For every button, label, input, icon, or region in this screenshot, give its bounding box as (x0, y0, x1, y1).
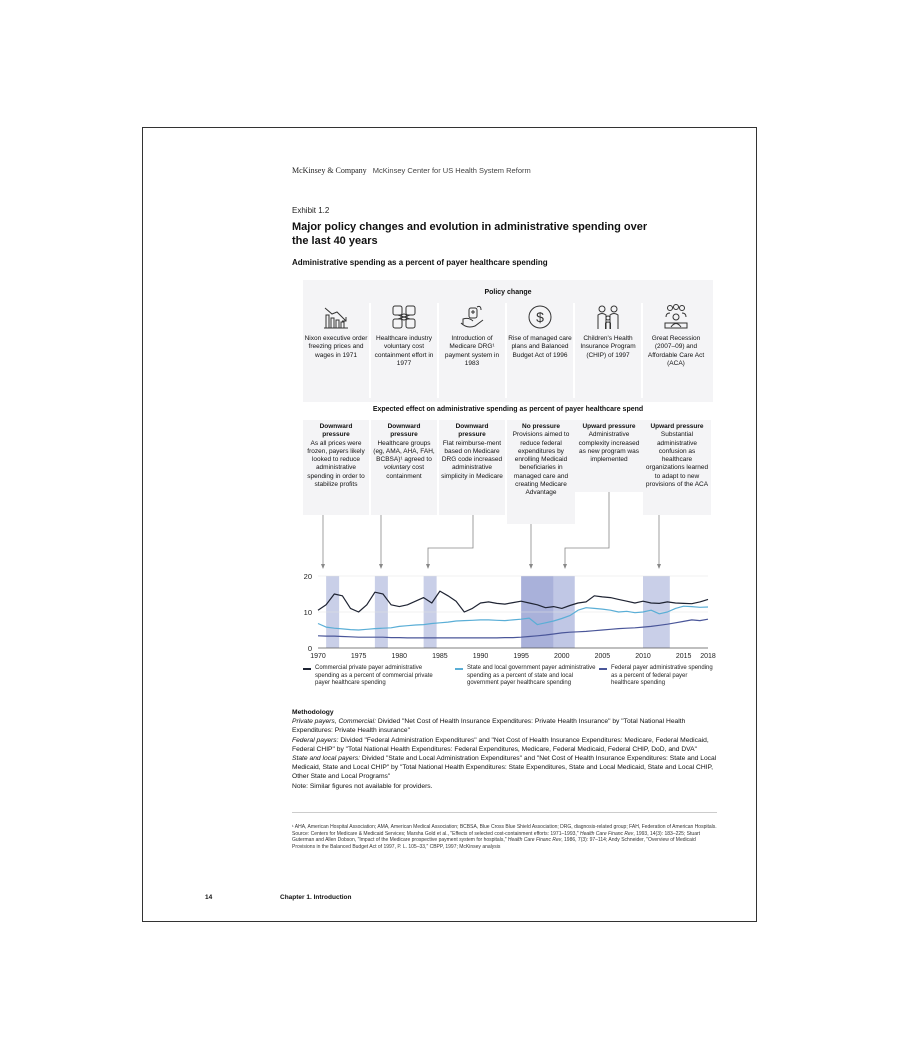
legend-item (455, 665, 597, 688)
effect-heading: Expected effect on administrative spending as percent of payer healthcare spend (372, 406, 644, 413)
methodology-label: Private payers, Commercial: (292, 718, 376, 726)
x-tick-label: 1990 (472, 653, 489, 660)
footnote-source (292, 831, 717, 851)
footnotes (292, 824, 717, 850)
effect-label: No pressure (522, 423, 560, 430)
source-text: Source: Centers for Medicare & Medicaid Services; Marsha Gold et al., "Effects of selected cost-containment efforts: 1971–1993," (292, 830, 580, 837)
effect-text-emphasis: voluntary (383, 464, 411, 472)
effect-label: Downward pressure (387, 423, 421, 439)
methodology-federal (292, 736, 717, 754)
x-tick-label: 1985 (432, 653, 448, 660)
effect-text: Provisions aimed to reduce federal expenditures by enrolling Medicaid beneficiaries in managed care and creating Medicare Advantage (512, 431, 570, 497)
methodology-label: Federal payers: (292, 736, 339, 744)
document-page (142, 127, 757, 922)
effect-text: Administrative complexity increased as new program was implemented (578, 431, 640, 464)
x-tick-label: 1980 (391, 653, 408, 660)
methodology-text: Divided "State and Local Administration Expenditures" and "Net Cost of Health Insurance Expenditures: State and Local Medicaid, State and Local CHIP" by "Total National Health Expenditures: State Expenditures, State and Local Medicaid, State and Local CHIP, Other State and Local Programs" (292, 755, 717, 781)
policy-text: Healthcare industry voluntary cost containment effort in 1977 (374, 335, 434, 367)
methodology-private (292, 717, 717, 735)
x-tick-label: 1970 (310, 653, 326, 660)
source-text: , 1993, 14(3): 183–225; Stuart Guterman and Allen Dobson, "Impact of the Medicare prospective payment system for hospitals," (292, 830, 701, 844)
effect-label: Downward pressure (319, 423, 353, 439)
line-chart (298, 568, 738, 664)
connector-line (428, 515, 473, 568)
x-tick-label: 2015 (675, 653, 692, 660)
methodology-state (292, 754, 717, 782)
effect-label: Downward pressure (455, 423, 489, 439)
footnote-1: ¹ AHA, American Hospital Association; AMA, American Medical Association; BCBSA, Blue Cross Blue Shield Association; DRG, diagnosis-related group; FAH, Federation of American Hospitals. (292, 824, 717, 830)
source-journal: Health Care Financ Rev (507, 837, 562, 844)
x-tick-label: 1975 (350, 653, 367, 660)
legend-label: Commercial private payer administrative spending as a percent of commercial private payer healthcare spending (315, 665, 433, 687)
exhibit-subtitle: Administrative spending as a percent of payer healthcare spending (292, 258, 548, 267)
brand-logo: McKinsey & Company (292, 166, 367, 175)
x-tick-label: 2000 (553, 653, 570, 660)
x-tick-label: 2005 (594, 653, 611, 660)
policy-text: Rise of managed care plans and Balanced Budget Act of 1996 (508, 335, 572, 359)
x-tick-label: 1995 (513, 653, 529, 660)
y-tick-label: 0 (307, 644, 312, 653)
legend-item (599, 665, 717, 688)
source-text: , 1986, 7(3): 97–114; Andy Schneider, "Overview of Medicaid Provisions in the Balanced Budget Act of 1997, P. L. 105–33," CBPP, 1997; McKinsey analysis (292, 837, 696, 850)
effect-text: cost containment (386, 464, 425, 480)
svg-text:$: $ (536, 309, 544, 325)
legend-label: State and local government payer administrative spending as a percent of state and local government payer healthcare spending (467, 665, 596, 687)
effect-label: Upward pressure (650, 423, 704, 430)
x-tick-label: 2010 (635, 653, 651, 660)
policy-heading: Policy change (484, 289, 532, 296)
exhibit-number: Exhibit 1.2 (292, 206, 330, 215)
page-number: 14 (205, 894, 213, 901)
legend-swatch (303, 668, 311, 670)
methodology-heading: Methodology (292, 709, 334, 716)
policy-text: Great Recession (2007–09) and Affordable Care Act (ACA) (647, 335, 705, 367)
effect-text: Flat reimburse-ment based on Medicare DRG code increased administrative simplicity in Medicare (441, 439, 503, 480)
chapter-title: Chapter 1. Introduction (280, 894, 352, 901)
legend-swatch (599, 668, 607, 670)
policy-text: Nixon executive order freezing prices and wages in 1971 (304, 335, 368, 359)
policy-text: Introduction of Medicare DRG¹ payment system in 1983 (444, 335, 500, 367)
y-tick-label: 10 (303, 608, 312, 617)
y-tick-label: 20 (303, 572, 312, 581)
effect-text: Substantial administrative confusion as healthcare organizations learned to adapt to new provisions of the ACA (645, 431, 709, 489)
effect-text: Healthcare groups (eg, AMA, AHA, FAH, BCBSA)¹ agreed to (373, 439, 435, 464)
effect-text: As all prices were frozen, payers likely looked to reduce administrative spending in order to stabilize profits (307, 439, 365, 489)
divider (292, 812, 717, 813)
methodology-label: State and local payers: (292, 755, 361, 763)
connector-lines (143, 128, 758, 923)
exhibit-title: Major policy changes and evolution in administrative spending over the last 40 years (292, 221, 648, 247)
methodology-note: Note: Similar figures not available for providers. (292, 782, 433, 790)
legend-label: Federal payer administrative spending as a percent of federal payer healthcare spending (611, 665, 713, 687)
policy-text: Children's Health Insurance Program (CHIP) of 1997 (580, 335, 636, 359)
methodology-text: Divided "Federal Administration Expenditures" and "Net Cost of Health Insurance Expenditures: Medicare, Federal Medicaid, Federal CHIP" by "Total National Health Expenditures: Federal Expenditures, Medicare, Federal Medicaid, Federal CHIP, DoD, and DVA" (292, 736, 709, 753)
methodology (292, 708, 717, 791)
x-tick-label: 2018 (700, 653, 716, 660)
effect-label: Upward pressure (582, 423, 636, 430)
legend-item (303, 665, 443, 688)
center-name: McKinsey Center for US Health System Reform (372, 166, 531, 175)
source-journal: Health Care Financ Rev (579, 830, 634, 837)
methodology-text: Divided "Net Cost of Health Insurance Expenditures: Private Health Insurance" by "Total National Health Expenditures: Private Health insurance" (292, 718, 686, 735)
legend-swatch (455, 668, 463, 670)
connector-line (565, 492, 609, 568)
